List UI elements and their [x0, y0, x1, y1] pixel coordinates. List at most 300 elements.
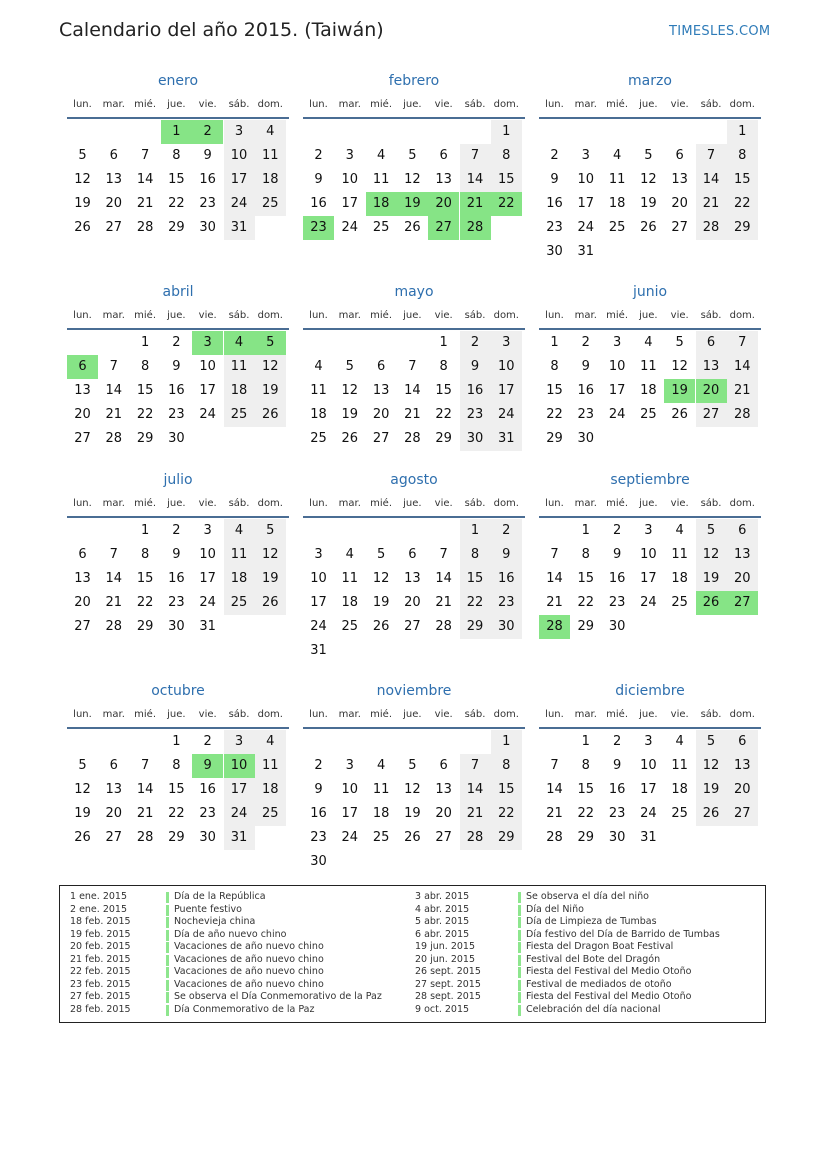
- day-cell: 17: [341, 806, 359, 821]
- day-cell: 28: [136, 220, 154, 235]
- holiday-day-cell: 22: [491, 192, 522, 216]
- day-cell: 12: [404, 172, 421, 187]
- day-cell: 7: [470, 148, 480, 163]
- day-cell: 24: [640, 595, 657, 610]
- day-cell: 17: [640, 571, 657, 586]
- weekday-label: vie.: [670, 709, 689, 720]
- weekday-label: mié.: [606, 709, 629, 720]
- day-cell: 2: [581, 335, 590, 350]
- weekday-label: vie.: [434, 99, 453, 110]
- day-cell: 18: [262, 782, 279, 797]
- day-cell: 10: [199, 547, 216, 562]
- day-cell: 6: [439, 148, 448, 163]
- day-cell: 21: [404, 407, 421, 422]
- weekday-label: sáb.: [228, 709, 250, 720]
- month-febrero: [303, 73, 525, 293]
- day-cell: 31: [199, 619, 216, 634]
- day-cell: 15: [435, 383, 452, 398]
- day-cell: 26: [341, 431, 359, 446]
- month-octubre: [67, 683, 289, 903]
- day-cell: 1: [502, 734, 511, 749]
- day-cell: 7: [738, 335, 747, 350]
- holiday-day-cell: 9: [192, 754, 223, 778]
- day-cell: 6: [738, 734, 747, 749]
- day-cell: 22: [466, 595, 484, 610]
- weekday-label: jue.: [167, 99, 186, 110]
- day-cell: 28: [105, 431, 123, 446]
- day-cell: 6: [376, 359, 386, 374]
- day-cell: 7: [140, 758, 150, 773]
- legend-date: 4 abr. 2015: [415, 903, 470, 915]
- weekday-label: mié.: [370, 310, 393, 321]
- day-cell: 30: [608, 830, 626, 845]
- day-cell: 11: [640, 359, 657, 374]
- day-cell: 10: [640, 758, 657, 773]
- day-cell: 11: [341, 571, 359, 586]
- day-cell: 29: [546, 431, 563, 446]
- day-cell: 2: [612, 734, 622, 749]
- day-cell: 16: [168, 383, 185, 398]
- legend-date: 21 feb. 2015: [70, 953, 131, 965]
- day-cell: 9: [314, 172, 323, 187]
- day-cell: 9: [612, 547, 622, 562]
- day-cell: 14: [702, 172, 720, 187]
- holiday-day-cell: 28: [539, 615, 570, 639]
- day-cell: 5: [78, 758, 87, 773]
- month-divider: [539, 117, 761, 119]
- legend-date: 22 feb. 2015: [70, 966, 131, 977]
- day-cell: 5: [675, 335, 684, 350]
- weekday-label: lun.: [545, 99, 564, 110]
- weekday-header: [539, 99, 761, 113]
- weekday-label: mar.: [574, 99, 597, 110]
- day-cell: 12: [671, 359, 688, 374]
- day-cell: 21: [734, 383, 751, 398]
- day-cell: 11: [671, 758, 688, 773]
- day-cell: 10: [341, 782, 359, 797]
- weekday-label: dom.: [493, 498, 519, 509]
- weekday-label: mar.: [574, 310, 597, 321]
- day-cell: 27: [372, 431, 390, 446]
- legend-marker: [166, 930, 169, 941]
- day-cell: 4: [266, 734, 275, 749]
- day-cell: 12: [702, 547, 720, 562]
- weekday-label: dom.: [257, 310, 283, 321]
- day-cell: 22: [546, 407, 563, 422]
- day-cell: 13: [74, 383, 91, 398]
- holiday-day-cell: 20: [696, 379, 727, 403]
- weekday-label: sáb.: [228, 310, 250, 321]
- day-cell: 4: [266, 124, 275, 139]
- day-cell: 10: [498, 359, 515, 374]
- day-cell: 6: [738, 523, 747, 538]
- weekday-label: vie.: [670, 310, 689, 321]
- day-cell: 29: [168, 830, 185, 845]
- month-title: octubre: [151, 683, 205, 699]
- legend-marker: [518, 992, 521, 1003]
- month-divider: [303, 328, 525, 330]
- day-cell: 10: [230, 148, 248, 163]
- day-cell: 19: [74, 806, 91, 821]
- day-cell: 24: [310, 619, 327, 634]
- month-mayo: [303, 284, 525, 504]
- day-cell: 17: [640, 782, 657, 797]
- weekday-header: [67, 709, 289, 723]
- day-cell: 4: [376, 758, 386, 773]
- day-cell: 2: [314, 148, 323, 163]
- day-cell: 2: [172, 335, 181, 350]
- day-cell: 7: [140, 148, 150, 163]
- legend-holiday-name: Día festivo del Día de Barrido de Tumbas: [526, 928, 720, 940]
- legend-date: 27 sept. 2015: [415, 978, 481, 990]
- day-cell: 18: [608, 196, 626, 211]
- weekday-label: mié.: [370, 709, 393, 720]
- day-cell: 17: [230, 172, 248, 187]
- weekday-label: jue.: [167, 709, 186, 720]
- day-cell: 24: [199, 595, 216, 610]
- legend-date: 1 ene. 2015: [70, 891, 127, 902]
- day-cell: 26: [74, 220, 91, 235]
- day-cell: 21: [105, 595, 123, 610]
- day-cell: 25: [230, 407, 248, 422]
- day-cell: 23: [498, 595, 515, 610]
- day-cell: 17: [199, 571, 216, 586]
- day-cell: 31: [577, 244, 595, 259]
- day-cell: 16: [577, 383, 595, 398]
- day-cell: 27: [404, 619, 421, 634]
- day-cell: 19: [702, 571, 720, 586]
- weekday-label: vie.: [198, 310, 217, 321]
- day-cell: 11: [608, 172, 626, 187]
- day-cell: 8: [470, 547, 480, 562]
- day-cell: 5: [408, 148, 417, 163]
- day-cell: 12: [262, 359, 279, 374]
- weekday-label: mar.: [574, 709, 597, 720]
- day-cell: 24: [199, 407, 216, 422]
- day-cell: 6: [675, 148, 684, 163]
- day-cell: 16: [310, 196, 327, 211]
- day-cell: 31: [230, 830, 248, 845]
- weekday-header: [303, 498, 525, 512]
- day-cell: 18: [262, 172, 279, 187]
- day-cell: 23: [608, 806, 626, 821]
- weekday-label: mar.: [338, 310, 361, 321]
- weekday-label: mar.: [338, 709, 361, 720]
- day-cell: 24: [640, 806, 657, 821]
- day-cell: 11: [230, 547, 248, 562]
- weekday-label: mié.: [134, 99, 157, 110]
- weekday-header: [539, 709, 761, 723]
- day-cell: 9: [612, 758, 622, 773]
- day-cell: 16: [608, 782, 626, 797]
- day-cell: 1: [140, 523, 150, 538]
- day-cell: 9: [502, 547, 511, 562]
- day-cell: 8: [140, 547, 150, 562]
- weekday-label: vie.: [198, 99, 217, 110]
- day-cell: 26: [372, 619, 390, 634]
- legend-marker: [518, 905, 521, 916]
- weekday-label: dom.: [493, 709, 519, 720]
- weekday-label: mié.: [370, 498, 393, 509]
- weekday-header: [67, 99, 289, 113]
- day-cell: 17: [230, 782, 248, 797]
- day-cell: 29: [734, 220, 751, 235]
- day-cell: 31: [230, 220, 248, 235]
- month-junio: [539, 284, 761, 504]
- legend-holiday-name: Se observa el Día Conmemorativo de la Paz: [174, 991, 382, 1002]
- day-cell: 25: [608, 220, 626, 235]
- day-cell: 16: [199, 172, 216, 187]
- day-cell: 30: [608, 619, 626, 634]
- day-cell: 27: [734, 806, 751, 821]
- day-cell: 5: [78, 148, 87, 163]
- day-cell: 10: [640, 547, 657, 562]
- weekday-label: dom.: [257, 709, 283, 720]
- holiday-day-cell: 19: [664, 379, 695, 403]
- day-cell: 7: [706, 148, 716, 163]
- day-cell: 3: [234, 734, 244, 749]
- holiday-day-cell: 2: [192, 120, 223, 144]
- month-divider: [67, 516, 289, 518]
- day-cell: 23: [168, 595, 185, 610]
- legend-date: 28 feb. 2015: [70, 1003, 131, 1015]
- legend-marker: [518, 967, 521, 978]
- day-cell: 1: [502, 124, 511, 139]
- day-cell: 18: [671, 782, 688, 797]
- day-cell: 8: [550, 359, 559, 374]
- day-cell: 28: [546, 830, 563, 845]
- day-cell: 18: [671, 571, 688, 586]
- day-cell: 4: [612, 148, 622, 163]
- weekday-label: jue.: [167, 498, 186, 509]
- day-cell: 14: [435, 571, 452, 586]
- legend-holiday-name: Vacaciones de año nuevo chino: [174, 978, 324, 990]
- weekday-header: [539, 310, 761, 324]
- day-cell: 2: [502, 523, 511, 538]
- day-cell: 11: [262, 758, 279, 773]
- day-cell: 18: [230, 383, 248, 398]
- weekday-label: lun.: [73, 310, 92, 321]
- legend-holiday-name: Se observa el día del niño: [526, 891, 649, 902]
- day-cell: 22: [168, 806, 185, 821]
- weekday-label: vie.: [670, 99, 689, 110]
- legend-holiday-name: Puente festivo: [174, 903, 242, 915]
- day-cell: 30: [498, 619, 515, 634]
- legend-marker: [166, 917, 169, 928]
- weekday-label: mar.: [102, 99, 125, 110]
- day-cell: 4: [675, 523, 684, 538]
- day-cell: 14: [466, 782, 484, 797]
- day-cell: 4: [234, 523, 244, 538]
- day-cell: 12: [74, 172, 91, 187]
- day-cell: 11: [372, 172, 390, 187]
- holiday-day-cell: 27: [428, 216, 459, 240]
- weekday-label: lun.: [73, 709, 92, 720]
- weekday-label: sáb.: [464, 99, 486, 110]
- day-cell: 30: [168, 619, 185, 634]
- day-cell: 26: [404, 830, 421, 845]
- day-cell: 1: [470, 523, 480, 538]
- day-cell: 2: [470, 335, 480, 350]
- day-cell: 29: [498, 830, 515, 845]
- legend-date: 19 jun. 2015: [415, 941, 476, 952]
- weekday-label: jue.: [639, 310, 658, 321]
- legend-holiday-name: Vacaciones de año nuevo chino: [174, 953, 324, 965]
- legend-marker: [166, 992, 169, 1003]
- legend-marker: [166, 955, 169, 966]
- day-cell: 14: [105, 383, 123, 398]
- day-cell: 8: [738, 148, 747, 163]
- day-cell: 9: [581, 359, 590, 374]
- legend-holiday-name: Día Conmemorativo de la Paz: [174, 1003, 315, 1015]
- day-cell: 11: [310, 383, 327, 398]
- day-cell: 17: [341, 196, 359, 211]
- day-cell: 6: [439, 758, 448, 773]
- day-cell: 25: [372, 220, 390, 235]
- day-cell: 24: [608, 407, 626, 422]
- day-cell: 14: [136, 782, 154, 797]
- legend-marker: [166, 967, 169, 978]
- weekday-label: mar.: [102, 498, 125, 509]
- legend-date: 28 sept. 2015: [415, 991, 481, 1002]
- weekday-label: mar.: [338, 498, 361, 509]
- weekday-label: jue.: [639, 498, 658, 509]
- day-cell: 22: [435, 407, 452, 422]
- month-divider: [303, 516, 525, 518]
- weekday-label: jue.: [639, 709, 658, 720]
- legend-date: 3 abr. 2015: [415, 891, 470, 902]
- month-julio: [67, 472, 289, 692]
- day-cell: 16: [310, 806, 327, 821]
- month-title: abril: [162, 284, 194, 300]
- month-title: marzo: [628, 73, 672, 89]
- day-cell: 6: [408, 547, 417, 562]
- weekday-header: [539, 498, 761, 512]
- day-cell: 22: [168, 196, 185, 211]
- weekday-label: lun.: [309, 709, 328, 720]
- holiday-day-cell: 4: [224, 331, 255, 355]
- day-cell: 19: [404, 806, 421, 821]
- holiday-day-cell: 3: [192, 331, 223, 355]
- day-cell: 3: [234, 124, 244, 139]
- day-cell: 21: [136, 196, 154, 211]
- brand-link[interactable]: TIMESLES.COM: [669, 24, 771, 39]
- day-cell: 23: [168, 407, 185, 422]
- day-cell: 28: [734, 407, 751, 422]
- day-cell: 15: [498, 172, 515, 187]
- weekday-label: sáb.: [700, 310, 722, 321]
- day-cell: 19: [372, 595, 390, 610]
- day-cell: 9: [314, 782, 323, 797]
- legend-marker: [166, 892, 169, 903]
- day-cell: 2: [314, 758, 323, 773]
- weekday-label: dom.: [493, 99, 519, 110]
- day-cell: 8: [172, 758, 181, 773]
- legend-date: 20 jun. 2015: [415, 953, 476, 965]
- legend-holiday-name: Fiesta del Festival del Medio Otoño: [526, 991, 692, 1002]
- day-cell: 18: [310, 407, 327, 422]
- weekday-label: mié.: [606, 99, 629, 110]
- day-cell: 14: [466, 172, 484, 187]
- weekday-label: sáb.: [700, 99, 722, 110]
- day-cell: 3: [345, 148, 354, 163]
- legend-holiday-name: Día de año nuevo chino: [174, 928, 287, 940]
- weekday-header: [303, 99, 525, 113]
- day-cell: 5: [706, 523, 716, 538]
- day-cell: 7: [439, 547, 448, 562]
- month-title: noviembre: [376, 683, 452, 699]
- weekday-label: jue.: [167, 310, 186, 321]
- weekday-label: sáb.: [464, 709, 486, 720]
- day-cell: 16: [466, 383, 484, 398]
- weekday-label: mié.: [134, 709, 157, 720]
- day-cell: 29: [466, 619, 484, 634]
- day-cell: 15: [577, 571, 595, 586]
- month-septiembre: [539, 472, 761, 692]
- day-cell: 4: [644, 335, 653, 350]
- weekday-label: mar.: [102, 709, 125, 720]
- legend-marker: [518, 1005, 521, 1016]
- day-cell: 21: [466, 806, 484, 821]
- day-cell: 20: [74, 595, 91, 610]
- holiday-day-cell: 21: [460, 192, 491, 216]
- legend-holiday-name: Día de Limpieza de Tumbas: [526, 916, 657, 927]
- weekday-label: sáb.: [700, 709, 722, 720]
- day-cell: 24: [230, 806, 248, 821]
- day-cell: 9: [172, 547, 181, 562]
- day-cell: 4: [376, 148, 386, 163]
- day-cell: 27: [671, 220, 688, 235]
- weekday-label: lun.: [73, 498, 92, 509]
- month-divider: [303, 117, 525, 119]
- day-cell: 10: [341, 172, 359, 187]
- day-cell: 5: [376, 547, 386, 562]
- day-cell: 22: [577, 595, 595, 610]
- day-cell: 15: [136, 571, 154, 586]
- month-divider: [67, 117, 289, 119]
- holiday-legend: [59, 885, 766, 1023]
- day-cell: 1: [550, 335, 559, 350]
- weekday-label: vie.: [434, 709, 453, 720]
- day-cell: 13: [435, 782, 452, 797]
- day-cell: 21: [546, 595, 563, 610]
- day-cell: 20: [734, 571, 751, 586]
- weekday-label: jue.: [403, 498, 422, 509]
- weekday-label: sáb.: [228, 99, 250, 110]
- day-cell: 25: [341, 619, 359, 634]
- day-cell: 8: [502, 148, 511, 163]
- day-cell: 8: [140, 359, 150, 374]
- day-cell: 13: [372, 383, 390, 398]
- legend-date: 26 sept. 2015: [415, 966, 481, 977]
- day-cell: 7: [470, 758, 480, 773]
- day-cell: 13: [74, 571, 91, 586]
- day-cell: 12: [262, 547, 279, 562]
- day-cell: 21: [546, 806, 563, 821]
- month-divider: [539, 328, 761, 330]
- month-title: julio: [163, 472, 193, 488]
- day-cell: 27: [702, 407, 720, 422]
- day-cell: 7: [109, 547, 118, 562]
- legend-marker: [166, 1005, 169, 1016]
- day-cell: 28: [702, 220, 720, 235]
- day-cell: 31: [498, 431, 515, 446]
- legend-date: 19 feb. 2015: [70, 928, 131, 940]
- day-cell: 3: [502, 335, 511, 350]
- day-cell: 22: [734, 196, 751, 211]
- day-cell: 22: [498, 806, 515, 821]
- day-cell: 8: [172, 148, 181, 163]
